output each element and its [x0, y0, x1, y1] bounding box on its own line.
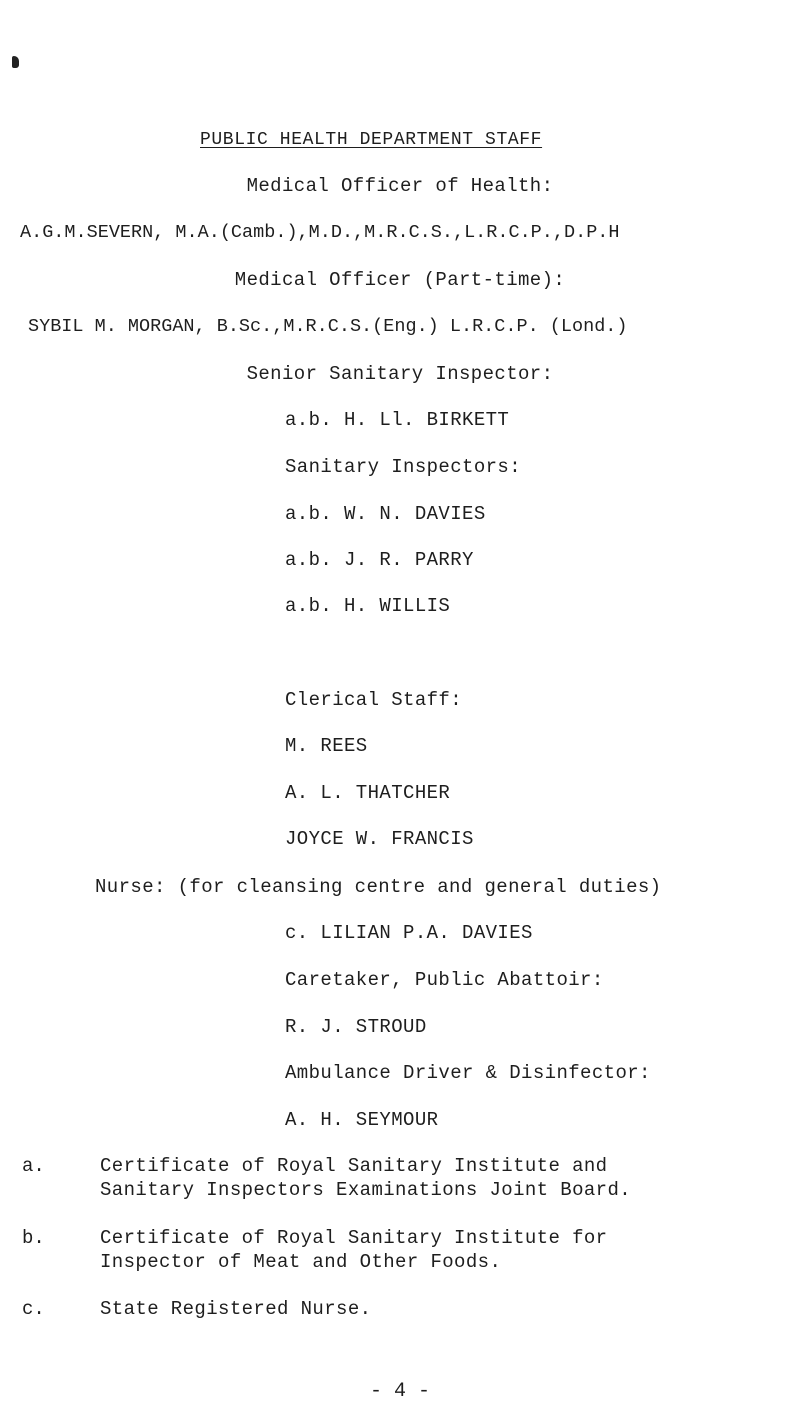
footnote-text: Inspector of Meat and Other Foods.	[100, 1251, 502, 1273]
sanitary-inspector-name: a.b. J. R. PARRY	[285, 549, 474, 571]
mo-part-time-name: SYBIL M. MORGAN, B.Sc.,M.R.C.S.(Eng.) L.R.C.P. (Lond.)	[28, 316, 628, 337]
footnote-letter: a.	[22, 1155, 45, 1177]
footnote-text: State Registered Nurse.	[100, 1298, 372, 1320]
sanitary-inspector-name: a.b. H. WILLIS	[285, 595, 451, 617]
clerical-staff-name: M. REES	[285, 735, 368, 757]
senior-sanitary-inspector-label: Senior Sanitary Inspector:	[246, 363, 554, 385]
caretaker-label: Caretaker, Public Abattoir:	[285, 969, 604, 991]
ambulance-driver-name: A. H. SEYMOUR	[285, 1109, 439, 1131]
moh-name: A.G.M.SEVERN, M.A.(Camb.),M.D.,M.R.C.S.,L.R.C.P.,D.P.H	[20, 222, 620, 243]
caretaker-name: R. J. STROUD	[285, 1016, 427, 1038]
page-number: - 4 -	[369, 1380, 430, 1403]
mo-part-time-label: Medical Officer (Part-time):	[234, 269, 566, 291]
footnote-letter: c.	[22, 1298, 45, 1320]
nurse-name: c. LILIAN P.A. DAVIES	[285, 922, 533, 944]
footnote-text: Sanitary Inspectors Examinations Joint Board.	[100, 1179, 632, 1201]
sanitary-inspectors-label: Sanitary Inspectors:	[285, 456, 522, 478]
page-title: PUBLIC HEALTH DEPARTMENT STAFF	[200, 130, 543, 150]
nurse-label: Nurse: (for cleansing centre and general duties)	[95, 876, 662, 898]
senior-sanitary-inspector-name: a.b. H. Ll. BIRKETT	[285, 409, 510, 431]
footnote-text: Certificate of Royal Sanitary Institute and	[100, 1155, 608, 1177]
moh-label: Medical Officer of Health:	[246, 175, 554, 197]
sanitary-inspector-name: a.b. W. N. DAVIES	[285, 503, 486, 525]
clerical-staff-label: Clerical Staff:	[285, 689, 463, 711]
clerical-staff-name: JOYCE W. FRANCIS	[285, 828, 474, 850]
footnote-letter: b.	[22, 1227, 45, 1249]
scan-mark	[12, 56, 19, 68]
footnote-text: Certificate of Royal Sanitary Institute for	[100, 1227, 608, 1249]
clerical-staff-name: A. L. THATCHER	[285, 782, 451, 804]
ambulance-driver-label: Ambulance Driver & Disinfector:	[285, 1062, 651, 1084]
